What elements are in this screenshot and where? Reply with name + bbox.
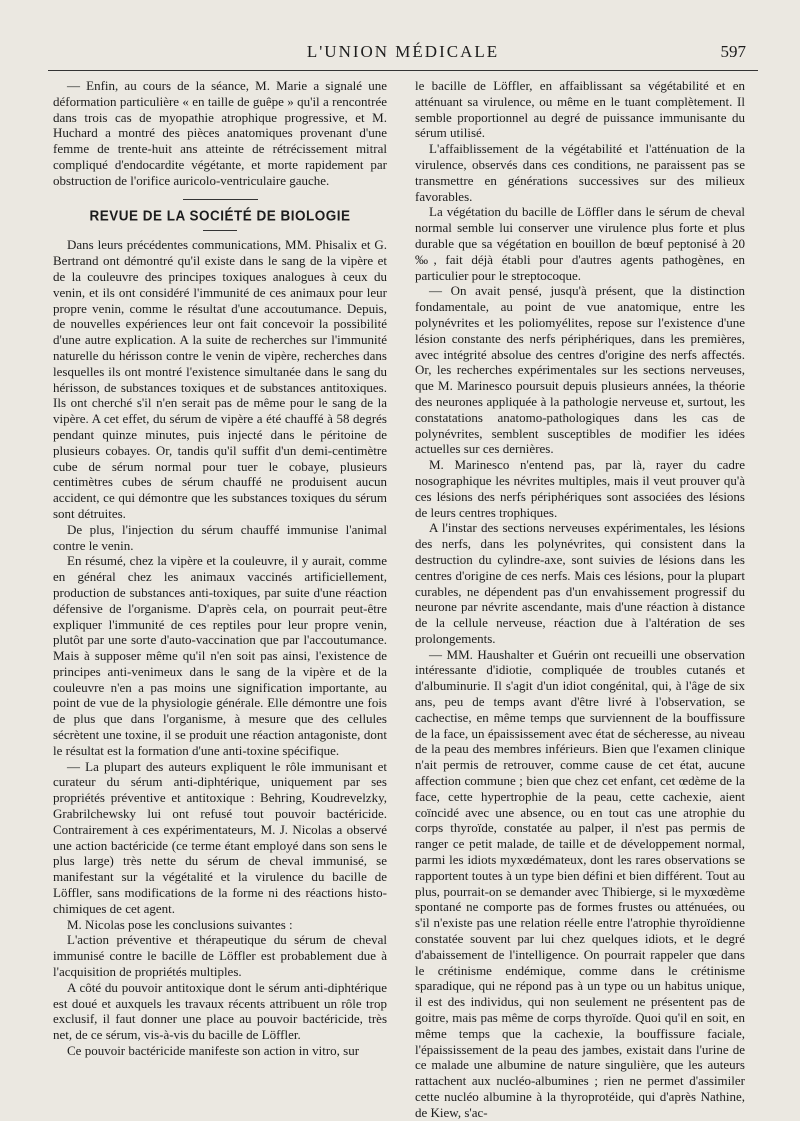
paragraph: — On avait pensé, jusqu'à présent, que la distinction fondamentale, au point de vue anatomique, entre les polynévrites et les poliomyélites, repose sur l'existence d'une lésion constante des nerfs périphériques, dans les premières, avec intégrité absolue des centres d'origine des nerfs affectés. Or, les recherches expérimentales sur les sections nerveuses, que M. Marinesco poursuit depuis plusieurs années, la théorie des neurones appliquée à la pathologie nerveuse et, surtout, les constatations anatomo-pathologiques dans les cas de polynévrites, semblent susceptibles de modifier les idées actuelles sur ces dernières. — [415, 283, 745, 457]
paragraph: En résumé, chez la vipère et la couleuvre, il y aurait, comme en général chez les animaux vaccinés artificiellement, production de substances anti-toxiques, par suite d'une réaction défensive de l'organisme. D'après cela, on pourrait peut-être expliquer l'immunité de ces reptiles pour leur propre venin, plutôt par une sorte d'auto-vaccination que par l'accoutumance. Mais à supposer même qu'il n'en soit pas ainsi, l'existence de principes anti-venimeux dans le sang de la vipère et de la couleuvre n'en a pas moins une signification importante, au point de vue de la physiologie générale. Elle démontre une fois de plus que dans l'organisme, à mesure que des cellules sécrètent une toxine, il se produit une réaction antagoniste, dont le résultat est la formation d'une anti-toxine spécifique. — [53, 553, 387, 758]
paragraph: A l'instar des sections nerveuses expérimentales, les lésions des nerfs, dans les polynévrites, qui consistent dans la destruction du cylindre-axe, sont suivies de lésions dans les centres d'origine de ces nerfs. Mais ces lésions, pour la plupart curables, ne dépendent pas d'un envahissement progressif du neurone par névrite ascendante, mais d'une réaction à distance de la cellule nerveuse, réaction due à l'altération de ses prolongements. — [415, 520, 745, 646]
paragraph: La végétation du bacille de Löffler dans le sérum de cheval normal semble lui conserver une virulence plus forte et plus durable que sa végétation en bouillon de bœuf peptonisé à 20 ‰, fait déjà établi pour d'autres agents pathogènes, en particulier pour le streptocoque. — [415, 204, 745, 283]
paragraph: L'action préventive et thérapeutique du sérum de cheval immunisé contre le bacille de Löffler est probablement due à l'acquisition de propriétés multiples. — [53, 932, 387, 980]
right-column — [415, 78, 745, 1121]
page-header — [48, 40, 758, 71]
running-title: L'UNION MÉDICALE — [306, 42, 500, 61]
section-divider — [203, 230, 237, 231]
paragraph: De plus, l'injection du sérum chauffé immunise l'animal contre le venin. — [53, 521, 387, 553]
paragraph: — La plupart des auteurs expliquent le rôle immunisant et curateur du sérum anti-diphtérique, uniquement par ses propriétés préventive et antitoxique : Behring, Koudrevelzky, Grabrilchewsky lui ont refusé tout pouvoir bactéricide. Contrairement à ces expérimentateurs, M. J. Nicolas a observé une action bactéricide (ce terme étant employé dans son sens le plus large) très nette du sérum de cheval immunisé, se manifestant sur la végétalité et la virulence du bacille de Löffler, sans modifications de la forme ni des réactions histo-chimiques de cet agent. — [53, 758, 387, 916]
section-divider — [183, 199, 258, 200]
paragraph: L'affaiblissement de la végétabilité et l'atténuation de la virulence, observés dans ces conditions, ne paraissent pas se transmettre en générations successives sur des milieux favorables. — [415, 141, 745, 204]
section-title: REVUE DE LA SOCIÉTÉ DE BIOLOGIE — [89, 206, 351, 224]
left-column — [53, 78, 387, 1059]
paragraph: M. Marinesco n'entend pas, par là, rayer du cadre nosographique les névrites multiples, mais il veut prouver qu'à ces lésions des nerfs périphériques sont associées des lésions de leurs centres trophiques. — [415, 457, 745, 520]
paragraph: M. Nicolas pose les conclusions suivantes : — [67, 916, 293, 932]
paragraph: A côté du pouvoir antitoxique dont le sérum anti-diphtérique est doué et auxquels les travaux récents attribuent un rôle trop exclusif, il faut donner une place au pouvoir bactéricide, très net, de ce sérum, vis-à-vis du bacille de Löffler. — [53, 979, 387, 1043]
paragraph: — Enfin, au cours de la séance, M. Marie a signalé une déformation particulière « en taille de guêpe » qu'il a rencontrée dans trois cas de myopathie atrophique progressive, et M. Huchard a montré des pièces anatomiques provenant d'une femme de trente-huit ans atteinte de rétrécissement mitral compliqué d'endocardite végétante, et morte rapidement par obstruction de l'orifice auricolo-ventriculaire gauche. — [53, 78, 387, 188]
paragraph: — MM. Haushalter et Guérin ont recueilli une observation intéressante d'idiotie, compliquée de troubles cutanés et d'albuminurie. Il s'agit d'un idiot congénital, qui, à l'âge de six ans, peu de temps avant d'être livré à l'observation, se cachectise, en même temps que surviennent de la bouffissure de la face, un épaississement avec état de sécheresse, au niveau de la peau des membres inférieurs. Bien que l'examen clinique n'ait permis de retrouver, comme cause de cet état, aucune affection commune ; bien que chez cet enfant, cet œdème de la face, cette hypertrophie de la peau, cette cachexie, aient coïncidé avec une absence, ou en tout cas une atrophie du corps thyroïde, constatée au palper, il n'est pas permis de ranger ce petit malade, de taille et de développement normal, parmi les idiots myxœdémateux, dont les rares observations se rapportent toutes à un type bien défini et bien différent. Tout au plus, pourrait-on se demander avec Thibierge, si le myxœdème spontané ne comporte pas de formes frustes ou atténuées, ou s'il n'existe pas une relation réelle entre l'atrophie thyroïdienne constatée souvent par lui chez quelques idiots, et le degré d'abaissement de l'intelligence. On pourrait rappeler que dans le crétinisme endémique, comme dans le crétinisme sparadique, qui ne répond pas à un type ou un habitus unique, il est des individus, qui non seulement ne présentent pas de goitre, mais pas même de corps thyroïde. Quoi qu'il en soit, en même temps que la cachexie, la bouffissure faciale, l'épaississement de la peau des jambes, existait dans l'urine de ce malade une albumine de nature singulière, que les auteurs rattachent aux nucléo-albumines ; rien ne permet d'assimiler cette nucléo albumine à la thyroprotéide, qui d'après Nathine, de Kiew, s'ac- — [415, 646, 745, 1120]
paragraph: Dans leurs précédentes communications, MM. Phisalix et G. Bertrand ont démontré qu'il existe dans le sang de la vipère et de la couleuvre des principes toxiques analogues à ceux du venin, et ils ont considéré l'immunité de ces animaux pour leur propre venin, comme le résultat d'une accoutumance. Depuis, de nouvelles expériences leur ont fait concevoir la possibilité d'une autre explication. A la suite de recherches sur l'immunité naturelle du hérisson contre le venin de vipère, recherches dans lesquelles ils ont montré l'existence simultanée dans le sang du hérisson, de substances toxiques et de substances antitoxiques. Ils ont cherché s'il n'en serait pas de même pour le sang de la vipère. A cet effet, du sérum de vipère a été chauffé à 58 degrés pendant quinze minutes, puis injecté dans le péritoine de plusieurs cobayes. Or, tandis qu'il suffit d'un demi-centimètre cube de sérum normal pour tuer le cobaye, plusieurs centimètres cubes de sérum chauffé ne produisent aucun accident, ce qui démontre que les substances toxiques du sérum sont détruites. — [53, 237, 387, 521]
paragraph: Ce pouvoir bactéricide manifeste son action in vitro, sur — [67, 1043, 360, 1059]
paragraph: le bacille de Löffler, en affaiblissant sa végétabilité et en atténuant sa virulence, ou même en le tuant complètement. Il semble proportionnel au degré de puissance immunisante du sérum utilisé. — [415, 78, 745, 141]
page-number: 597 — [720, 42, 746, 61]
